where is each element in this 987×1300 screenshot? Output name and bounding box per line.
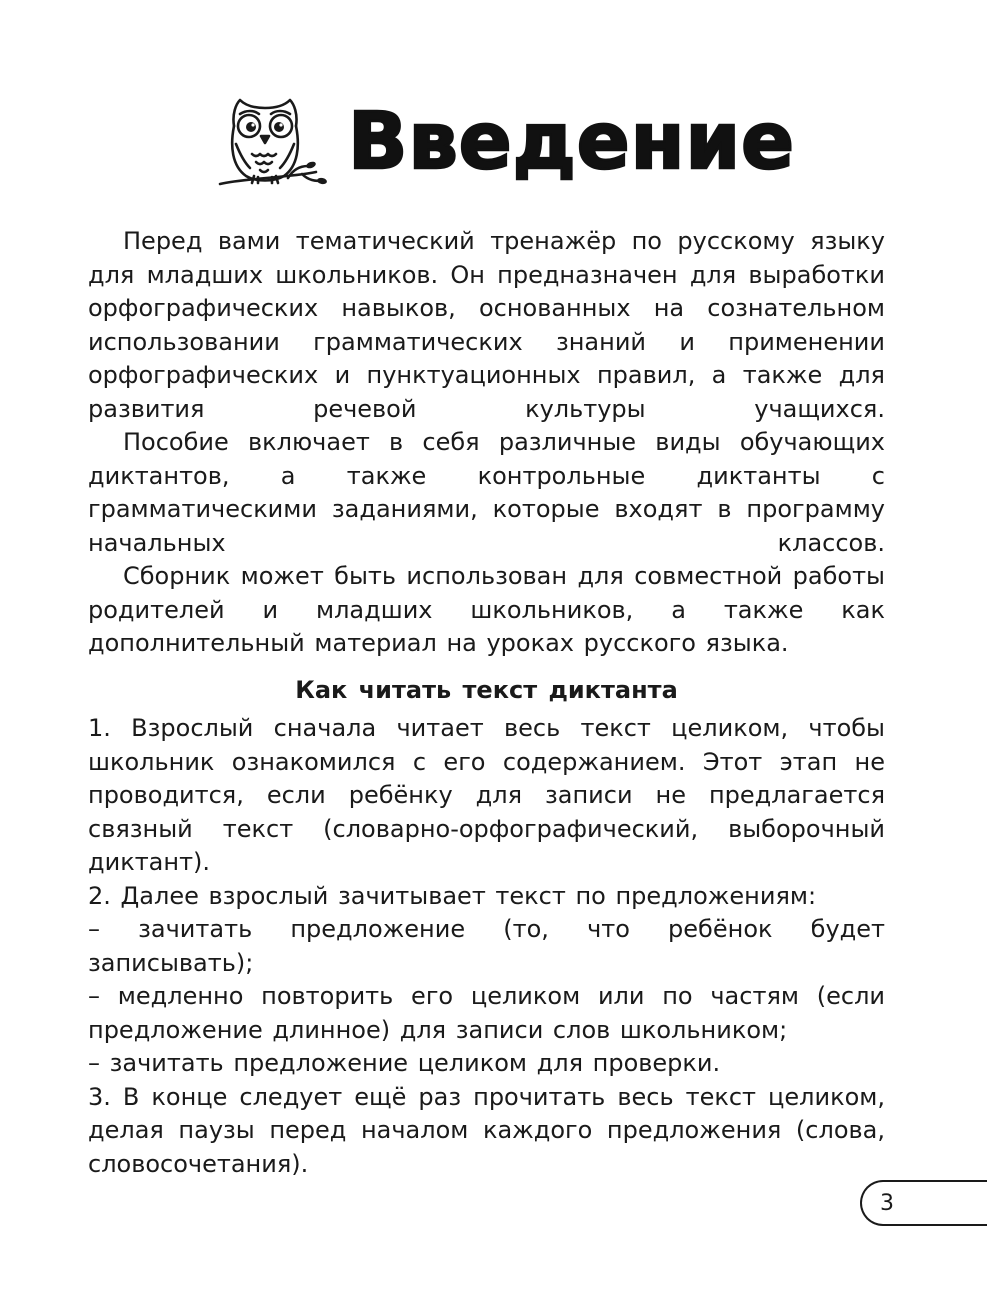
- page-number-tab: [860, 1180, 987, 1226]
- step-item: – зачитать предложение (то, что ребёнок будет записывать);: [88, 915, 885, 977]
- step-item: – зачитать предложение целиком для проверки.: [88, 1049, 721, 1077]
- section-heading: Как читать текст диктанта: [295, 676, 678, 704]
- page-number: 3: [880, 1191, 894, 1216]
- step-item: 3. В конце следует ещё раз прочитать весь текст целиком, делая паузы перед началом каждого предложения (слова, словосочетания).: [88, 1082, 885, 1178]
- intro-paragraph: Сборник может быть использован для совместной работы родителей и младших школьников, а также как дополнительный материал на уроках русского языка.: [88, 562, 885, 657]
- owl-on-branch-icon: [216, 96, 328, 196]
- header: [0, 92, 987, 202]
- step-item: 1. Взрослый сначала читает весь текст целиком, чтобы школьник ознакомился с его содержанием. Этот этап не проводится, если ребёнку для записи не предлагается связный текст (словарно-орфографический, выборочный диктант).: [88, 714, 885, 876]
- step-item: – медленно повторить его целиком или по частям (если предложение длинное) для записи слов школьником;: [88, 982, 885, 1044]
- step-item: 2. Далее взрослый зачитывает текст по предложениям:: [88, 881, 817, 910]
- steps-list: [88, 712, 885, 1181]
- intro-paragraph: Перед вами тематический тренажёр по русскому языку для младших школьников. Он предназначен для выработки орфографических навыков, основанных на сознательном использовании грамматических знаний и применении орфографических и пунктуационных правил, а также для развития речевой культуры учащихся.: [88, 227, 885, 423]
- page-title: Введение: [348, 97, 796, 187]
- intro-text: [88, 225, 885, 661]
- intro-paragraph: Пособие включает в себя различные виды обучающих диктантов, а также контрольные диктанты с грамматическими заданиями, которые входят в программу начальных классов.: [88, 428, 885, 557]
